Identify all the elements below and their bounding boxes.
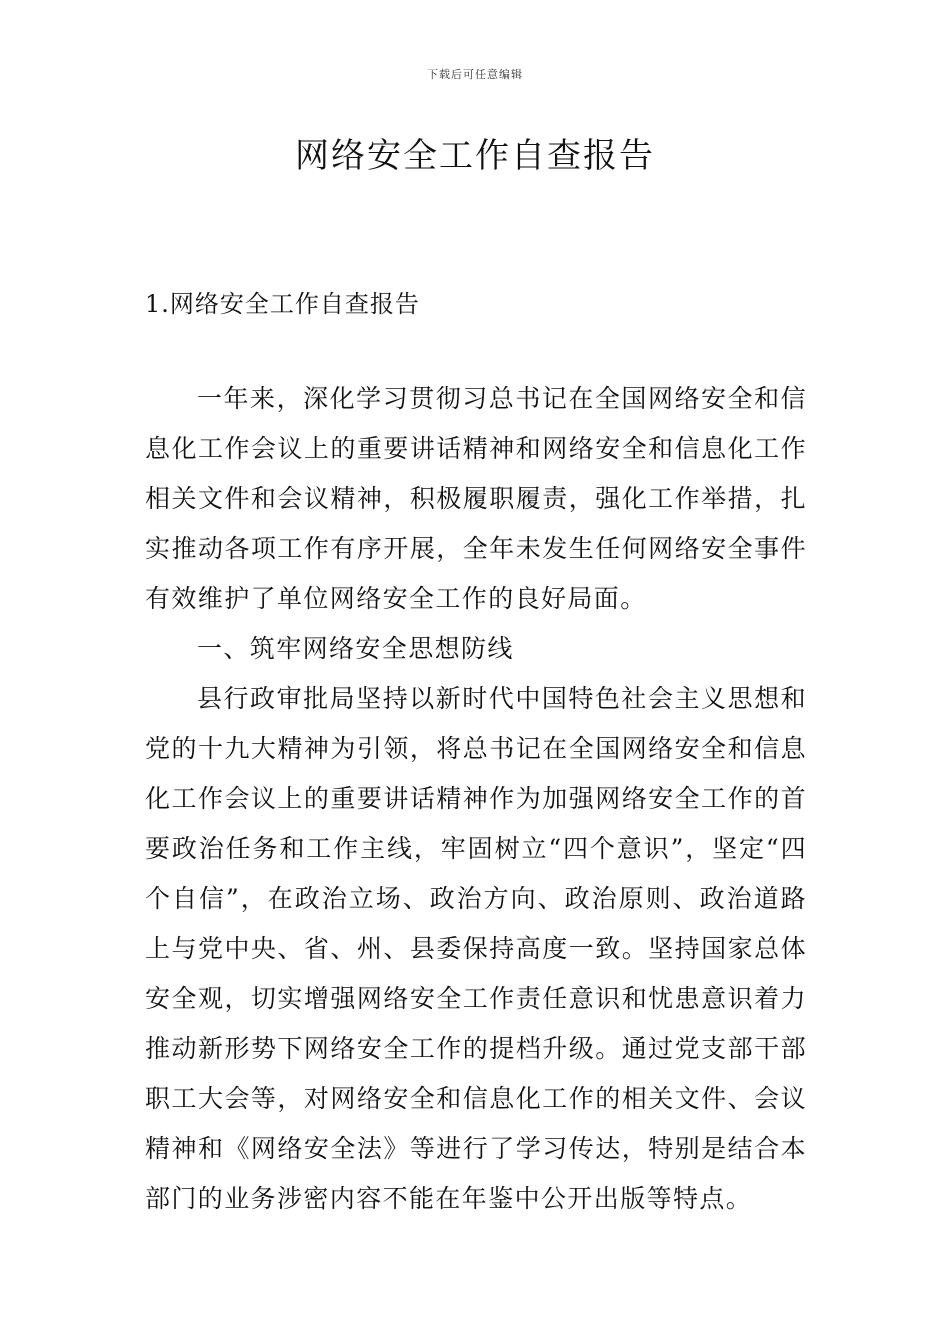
- section-heading: 1.网络安全工作自查报告: [145, 290, 420, 318]
- document-title: 网络安全工作自查报告: [295, 136, 655, 176]
- header-note: 下载后可任意编辑: [427, 68, 523, 81]
- paragraph-subheading: 一、筑牢网络安全思想防线: [197, 634, 514, 663]
- document-body: [145, 374, 807, 1224]
- paragraph-intro: 一年来，深化学习贯彻习总书记在全国网络安全和信息化工作会议上的重要讲话精神和网络安全和信息化工作相关文件和会议精神，积极履职履责，强化工作举措，扎实推动各项工作有序开展，全年未发生任何网络安全事件有效维护了单位网络安全工作的良好局面。: [145, 384, 807, 613]
- paragraph-main: 县行政审批局坚持以新时代中国特色社会主义思想和党的十九大精神为引领，将总书记在全国网络安全和信息化工作会议上的重要讲话精神作为加强网络安全工作的首要政治任务和工作主线，牢固树立“四个意识”，坚定“四个自信”，在政治立场、政治方向、政治原则、政治道路上与党中央、省、州、县委保持高度一致。坚持国家总体安全观，切实增强网络安全工作责任意识和忧患意识着力推动新形势下网络安全工作的提档升级。通过党支部干部职工大会等，对网络安全和信息化工作的相关文件、会议精神和《网络安全法》等进行了学习传达，特别是结合本部门的业务涉密内容不能在年鉴中公开出版等特点。: [145, 684, 807, 1213]
